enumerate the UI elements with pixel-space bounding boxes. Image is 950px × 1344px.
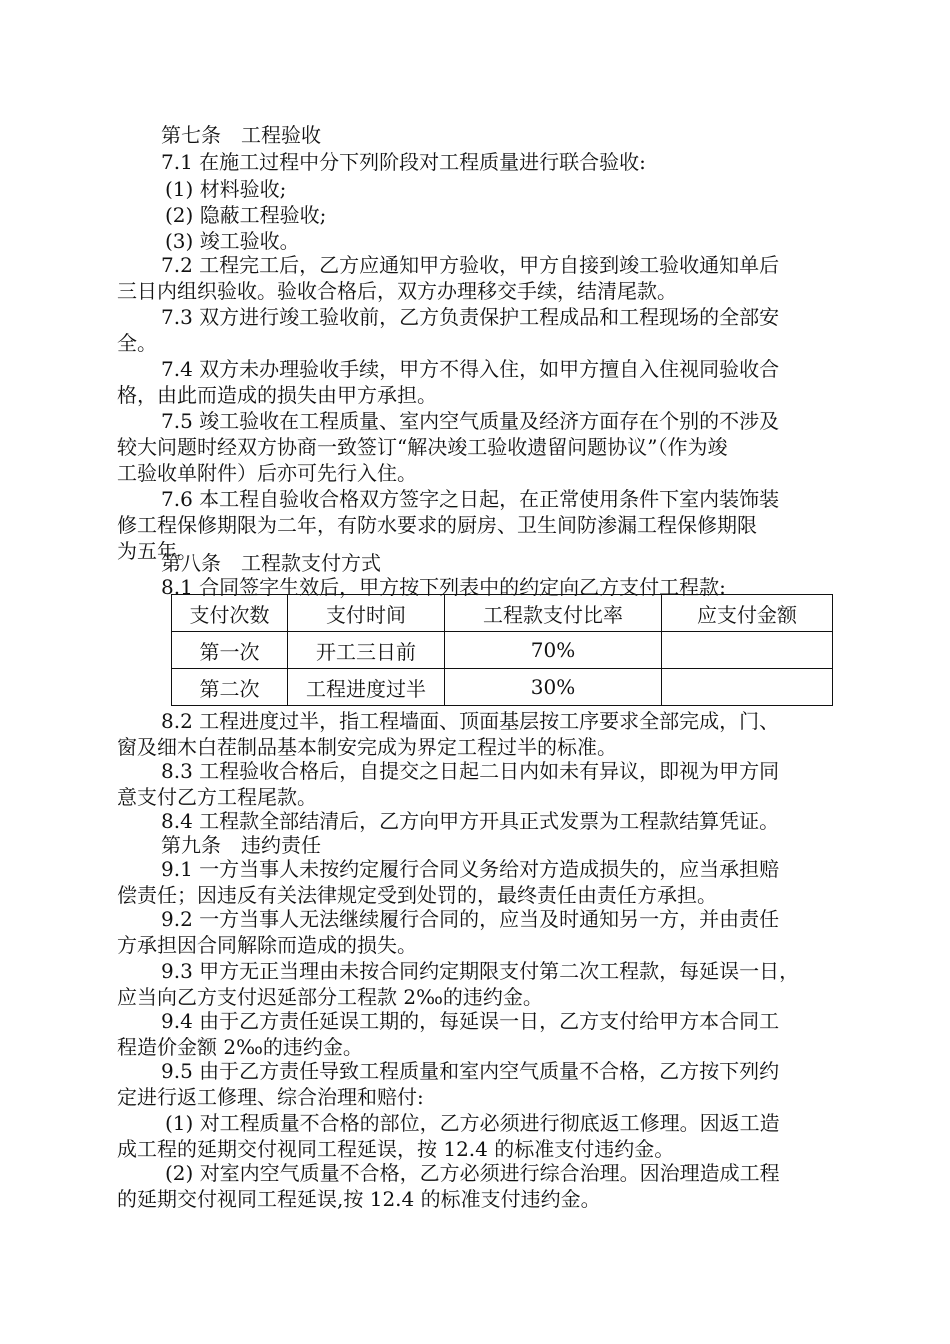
clause-9-2-line1: 9.2 一方当事人无法继续履行合同的，应当及时通知另一方，并由责任 <box>161 907 780 931</box>
article-9-title: 第九条 违约责任 <box>161 833 321 857</box>
table-cell <box>662 632 833 669</box>
payment-table <box>171 594 833 706</box>
clause-7-6-line1: 7.6 本工程自验收合格双方签字之日起，在正常使用条件下室内装饰装 <box>161 487 780 511</box>
clause-7-1: 7.1 在施工过程中分下列阶段对工程质量进行联合验收: <box>161 150 646 174</box>
table-header-cell: 支付次数 <box>172 595 288 632</box>
table-cell: 30% <box>445 669 662 706</box>
sub-item-9-5-2-line1: (2) 对室内空气质量不合格，乙方必须进行综合治理。因治理造成工程 <box>165 1161 780 1185</box>
clause-9-3-line2: 应当向乙方支付迟延部分工程款 2‰的违约金。 <box>117 985 543 1009</box>
clause-7-4-line2: 格，由此而造成的损失由甲方承担。 <box>117 383 437 407</box>
table-header-row <box>172 595 833 632</box>
clause-7-3-line2: 全。 <box>117 331 157 355</box>
sub-item-9-5-1-line1: (1) 对工程质量不合格的部位，乙方必须进行彻底返工修理。因返工造 <box>165 1111 780 1135</box>
clause-9-4-line2: 程造价金额 2‰的违约金。 <box>117 1035 363 1059</box>
clause-9-5-line2: 定进行返工修理、综合治理和赔付: <box>117 1085 424 1109</box>
clause-9-3-line1: 9.3 甲方无正当理由未按合同约定期限支付第二次工程款，每延误一日， <box>161 959 800 983</box>
table-cell: 工程进度过半 <box>288 669 445 706</box>
clause-9-1-line1: 9.1 一方当事人未按约定履行合同义务给对方造成损失的，应当承担赔 <box>161 857 780 881</box>
sub-item-9-5-2-line2: 的延期交付视同工程延误,按 12.4 的标准支付违约金。 <box>117 1187 601 1211</box>
table-cell: 70% <box>445 632 662 669</box>
table-cell <box>662 669 833 706</box>
clause-9-2-line2: 方承担因合同解除而造成的损失。 <box>117 933 417 957</box>
list-item-7-1-3: (3) 竣工验收。 <box>165 229 300 253</box>
clause-8-4: 8.4 工程款全部结清后，乙方向甲方开具正式发票为工程款结算凭证。 <box>161 809 780 833</box>
clause-9-4-line1: 9.4 由于乙方责任延误工期的，每延误一日，乙方支付给甲方本合同工 <box>161 1009 780 1033</box>
clause-8-1: 8.1 合同签字生效后，甲方按下列表中的约定向乙方支付工程款: <box>161 575 726 599</box>
list-item-7-1-2: (2) 隐蔽工程验收; <box>165 203 327 227</box>
table-row <box>172 632 833 669</box>
article-7-title: 第七条 工程验收 <box>161 123 321 147</box>
clause-8-2-line1: 8.2 工程进度过半，指工程墙面、顶面基层按工序要求全部完成，门、 <box>161 709 780 733</box>
table-cell: 第二次 <box>172 669 288 706</box>
table-cell: 开工三日前 <box>288 632 445 669</box>
sub-item-9-5-1-line2: 成工程的延期交付视同工程延误，按 12.4 的标准支付违约金。 <box>117 1137 675 1161</box>
clause-7-6-line2: 修工程保修期限为二年，有防水要求的厨房、卫生间防渗漏工程保修期限 <box>117 513 757 537</box>
clause-8-3-line1: 8.3 工程验收合格后，自提交之日起二日内如未有异议，即视为甲方同 <box>161 759 780 783</box>
clause-7-5-line2: 较大问题时经双方协商一致签订“解决竣工验收遗留问题协议”（作为竣 <box>117 435 728 459</box>
clause-9-5-line1: 9.5 由于乙方责任导致工程质量和室内空气质量不合格，乙方按下列约 <box>161 1059 780 1083</box>
table-cell: 第一次 <box>172 632 288 669</box>
clause-7-3-line1: 7.3 双方进行竣工验收前，乙方负责保护工程成品和工程现场的全部安 <box>161 305 780 329</box>
table-header-cell: 支付时间 <box>288 595 445 632</box>
clause-9-1-line2: 偿责任；因违反有关法律规定受到处罚的，最终责任由责任方承担。 <box>117 883 717 907</box>
list-item-7-1-1: (1) 材料验收; <box>165 177 287 201</box>
clause-8-2-line2: 窗及细木白茬制品基本制安完成为界定工程过半的标准。 <box>117 735 617 759</box>
table-header-cell: 工程款支付比率 <box>445 595 662 632</box>
clause-8-3-line2: 意支付乙方工程尾款。 <box>117 785 317 809</box>
table-row <box>172 669 833 706</box>
clause-7-4-line1: 7.4 双方未办理验收手续，甲方不得入住，如甲方擅自入住视同验收合 <box>161 357 780 381</box>
clause-7-5-line3: 工验收单附件）后亦可先行入住。 <box>117 461 417 485</box>
clause-7-6-line3: 为五年。 <box>117 539 197 563</box>
clause-7-2-line1: 7.2 工程完工后，乙方应通知甲方验收，甲方自接到竣工验收通知单后 <box>161 253 780 277</box>
article-8-title: 第八条 工程款支付方式 <box>161 551 381 575</box>
clause-7-5-line1: 7.5 竣工验收在工程质量、室内空气质量及经济方面存在个别的不涉及 <box>161 409 780 433</box>
table-header-cell: 应支付金额 <box>662 595 833 632</box>
clause-7-2-line2: 三日内组织验收。验收合格后，双方办理移交手续，结清尾款。 <box>117 279 677 303</box>
